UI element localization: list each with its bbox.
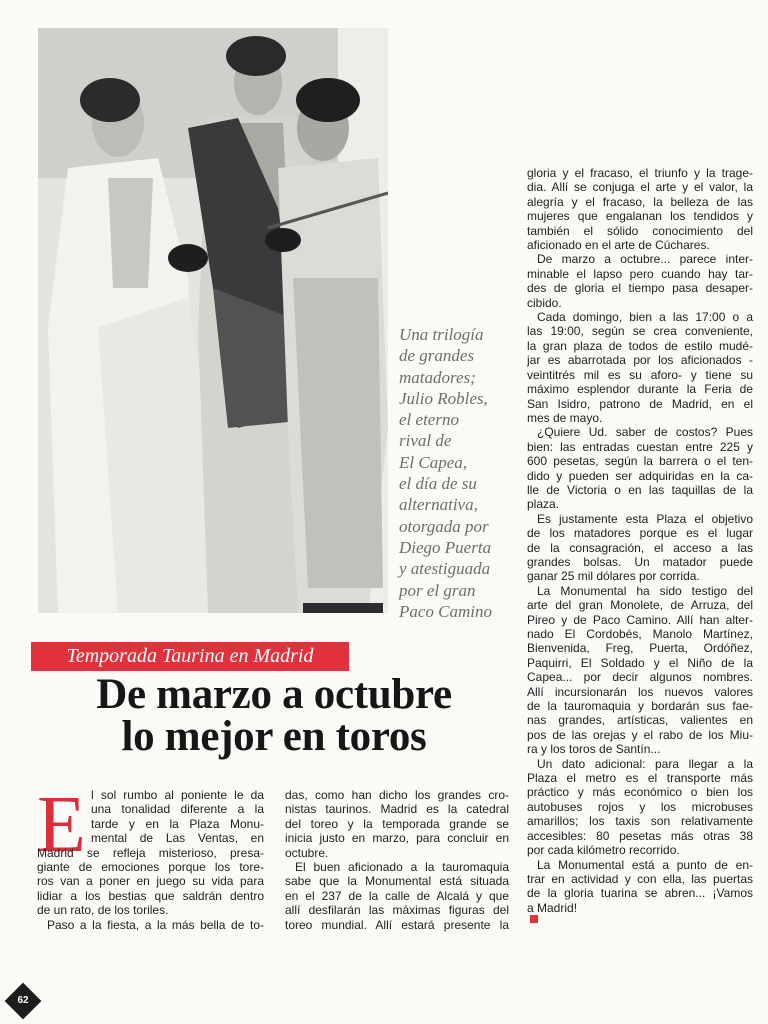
text-line: nas grandes, artísticas, valientes en — [527, 713, 753, 728]
text-line: lidiar a los bestias que saldrán dentro — [37, 888, 264, 903]
drop-cap: E — [37, 781, 86, 869]
text-line: arte del gran Monolete, de Arruza, del — [527, 598, 753, 613]
text-line: veintitrés mil es su aforo- y tiene su — [527, 367, 753, 382]
text-line: pos de las orejas y el rabo de los Miu- — [527, 727, 753, 742]
text-line: Paquirri, El Soldado y el Niño de la — [527, 655, 753, 670]
caption-line: alternativa, — [399, 495, 478, 515]
body-column-3 — [527, 166, 753, 923]
text-line: cibido. — [527, 295, 562, 310]
text-line: de un rato, de los toriles. — [37, 903, 169, 918]
text-line: des de gloria el tiempo pasa desaper- — [527, 281, 753, 296]
text-line: jar es abarrotada por los aficionados - — [527, 353, 753, 368]
text-line: gloria y el fracaso, el triunfo y la trage- — [527, 166, 753, 180]
text-line: inicia justo en marzo, para concluir en — [285, 831, 509, 846]
text-line: grandes bolsas. Un matador puede — [527, 554, 753, 569]
text-line: toreo mundial. Allí estará presente la — [285, 917, 509, 932]
text-line: Pireo y de Paco Camino. Allí han alter- — [527, 612, 753, 627]
text-line: Plaza el metro es el transporte más — [527, 771, 753, 786]
text-line: San Isidro, patrono de Madrid, en el — [527, 396, 753, 411]
text-line: plaza. — [527, 497, 560, 512]
text-line: El buen aficionado a la tauromaquia — [295, 860, 509, 875]
text-line: octubre. — [285, 845, 329, 860]
text-line: nistas taurinos. Madrid es la catedral — [285, 802, 509, 817]
text-line: lle de Victoria o en las taquillas de la — [527, 482, 753, 497]
text-line: Bienvenida, Freg, Puerta, Ordóñez, — [527, 641, 753, 656]
text-line: sabe que la Monumental está situada — [285, 874, 509, 889]
text-line: ¿Quiere Ud. saber de costos? Pues — [537, 425, 753, 440]
text-line: de la gloria tuarina se abren... ¡Vamos — [527, 886, 753, 901]
text-line: minable el lapso pero cuando hay tar- — [527, 266, 753, 281]
text-line: l sol rumbo al poniente le da — [91, 788, 264, 802]
text-line: del toreo y la temporada grande se — [285, 816, 509, 831]
caption-line: otorgada por — [399, 516, 489, 536]
body-column-2 — [285, 788, 509, 932]
text-line: La Monumental ha sido testigo del — [537, 583, 753, 598]
section-kicker: Temporada Taurina en Madrid — [31, 642, 349, 671]
caption-line: Una trilogía — [399, 325, 484, 344]
text-line: amarillos; los taxis son relativamente — [527, 814, 753, 829]
caption-line: Paco Camino — [399, 601, 493, 621]
text-line: a Madrid! — [527, 900, 578, 915]
bullfighters-photo — [38, 28, 388, 613]
text-line: mental de Las Ventas, en — [91, 831, 264, 846]
text-line: máximo esplendor durante la Feria de — [527, 382, 753, 397]
text-line: tarde y en la Plaza Monu- — [91, 816, 264, 831]
caption-line: rival de — [399, 431, 452, 451]
headline-line: De marzo a octubre — [96, 671, 452, 718]
caption-line: el eterno — [399, 410, 459, 430]
text-line: bien: las entradas cuestan entre 225 y — [527, 439, 753, 454]
text-line: autobuses rojos y los microbuses — [527, 799, 753, 814]
text-line: la gran plaza de todos de estilo mudé- — [527, 338, 753, 353]
text-line: dido y pueden ser adquiridas en la ca- — [527, 468, 753, 483]
text-line: mes de mayo. — [527, 410, 603, 425]
caption-line: El Capea, — [399, 452, 467, 472]
text-line: aficionado en el arte de Cúchares. — [527, 238, 710, 253]
text-line: ros van a poner en juego su vida para — [37, 874, 264, 889]
text-line: accesibles: 80 pesetas más otras 38 — [527, 828, 753, 843]
text-line: 600 pesetas, según la barrera o el ten- — [527, 454, 753, 469]
caption-line: y atestiguada — [399, 559, 491, 579]
caption-line: matadores; — [399, 367, 476, 387]
text-line: ganar 25 mil dólares por corrida. — [527, 569, 700, 584]
text-line: de la consagración, el acceso a las — [527, 540, 753, 555]
caption-line: Julio Robles, — [399, 388, 488, 408]
text-line: práctico y más económico o bien los — [527, 785, 753, 800]
text-line: giante de emociones porque los tore- — [37, 860, 264, 875]
caption-line: Diego Puerta — [399, 537, 492, 557]
end-mark-icon — [530, 915, 538, 923]
text-line: Paso a la fiesta, a la más bella de to- — [47, 917, 264, 932]
text-line: alegría y el fracaso, la belleza de las — [527, 194, 753, 209]
caption-line: el día de su — [399, 474, 477, 494]
text-line: das, como han dicho los grandes cro- — [285, 788, 509, 802]
text-line: Es justamente esta Plaza el objetivo — [537, 511, 753, 526]
text-line: Madrid se refleja misterioso, presa- — [37, 845, 264, 860]
body-column-1 — [37, 781, 264, 932]
text-line: Allí incursionarán los nuevos valores — [527, 684, 753, 699]
article-headline — [30, 671, 518, 760]
text-line: mujeres que engalanan los tendidos y — [527, 209, 753, 224]
text-line: allí desfilarán las máximas figuras del — [285, 903, 509, 918]
headline-line: lo mejor en toros — [121, 713, 427, 760]
caption-line: de grandes — [399, 346, 475, 366]
text-line: de los matadores porque es el lugar — [527, 526, 753, 541]
text-line: La Monumental está a punto de en- — [537, 857, 753, 872]
text-line: Cada domingo, bien a las 17:00 o a — [537, 310, 753, 325]
text-line: trar en actividad y con ella, las puertas — [527, 871, 753, 886]
text-line: Un dato adicional: para llegar a la — [537, 756, 753, 771]
text-line: también el sólido conocimiento del — [527, 223, 753, 238]
photo-caption — [399, 324, 519, 622]
text-line: en el 237 de la calle de Alcalá y que — [285, 888, 509, 903]
text-line: de la tauromaquia y bordarán sus fae- — [527, 699, 753, 714]
text-line: las 19:00, según se crea conveniente, — [527, 324, 753, 339]
text-line: De marzo a octubre... parece inter- — [537, 252, 753, 267]
text-line: por cada kilómetro recorrido. — [527, 843, 680, 858]
text-line: Capea... por decir algunos nombres. — [527, 670, 753, 685]
text-line: una tonalidad diferente a la — [91, 802, 264, 817]
text-line: nado El Cordobés, Manolo Martínez, — [527, 627, 753, 641]
text-line: ra y los toros de Santín... — [527, 742, 661, 757]
text-line-last — [527, 901, 753, 923]
text-line: dia. Allí se conjuga el arte y el valor, la — [527, 180, 753, 195]
caption-line: por el gran — [399, 580, 476, 600]
page-number: 62 — [17, 995, 29, 1006]
